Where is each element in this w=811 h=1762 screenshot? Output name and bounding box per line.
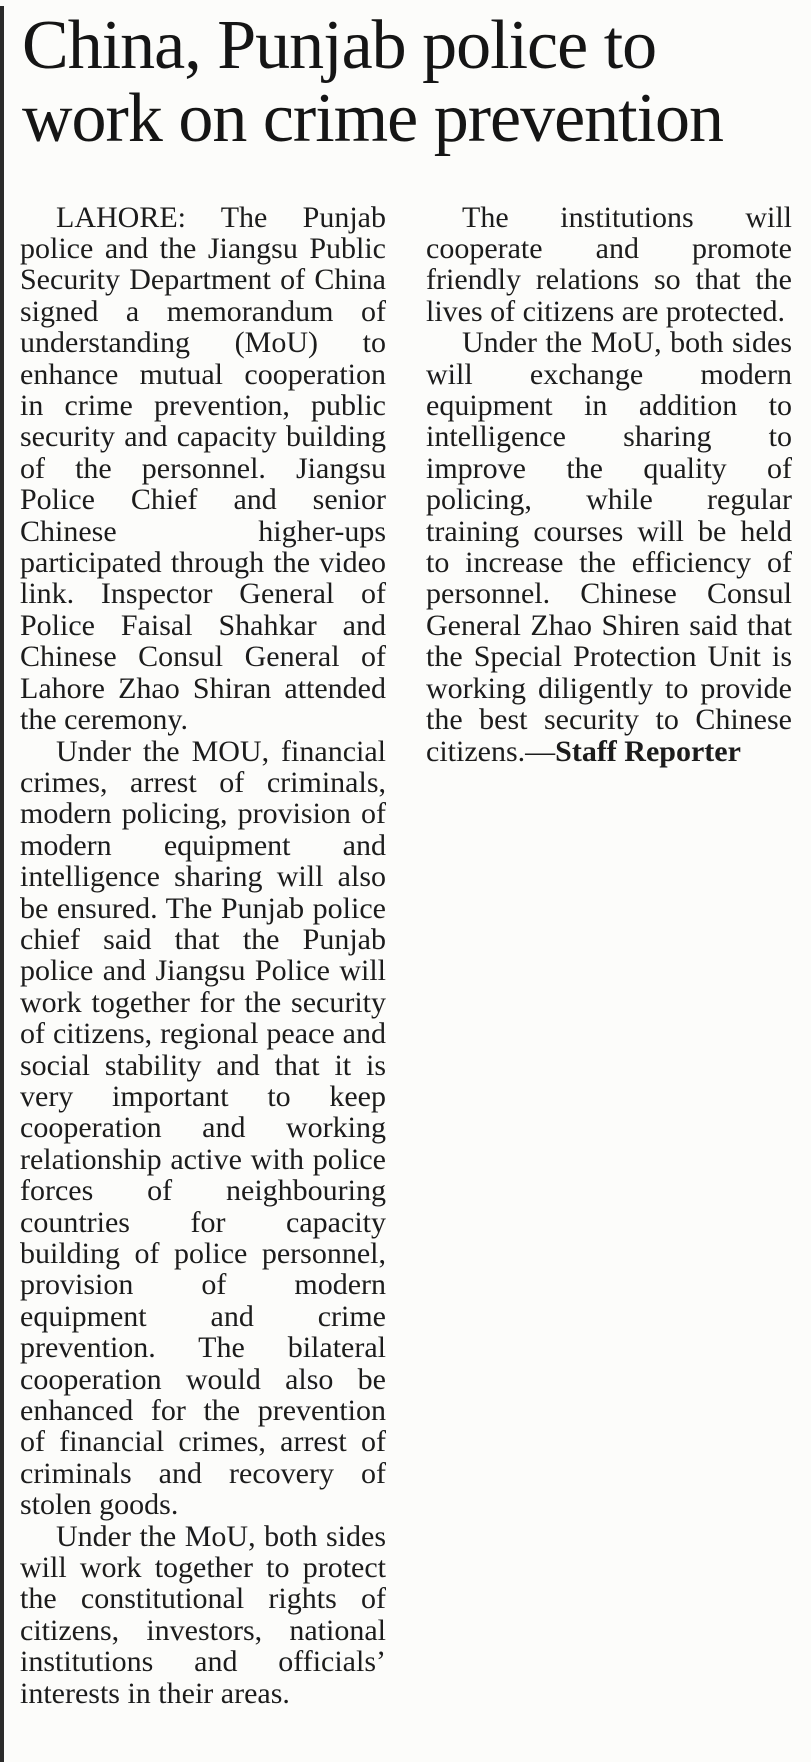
paragraph-mou-crimes: Under the MOU, financial crimes, arrest of criminals, modern policing, provision of modern equipment and intelligence sharing will also be ensured. The Punjab police chief said that the Punjab police and Jiangsu Police will work together for the security of citizens, regional peace and social stability and that it is very important to keep cooperation and working relationship active with police forces of neighbouring countries for capacity building of police personnel, provision of modern equipment and crime prevention. The bilateral cooperation would also be enhanced for the prevention of financial crimes, arrest of criminals and recovery of stolen goods. bbox=[20, 734, 386, 1522]
article-body bbox=[20, 202, 792, 1752]
paragraph-lead: LAHORE: The Punjab police and the Jiangsu Public Security Department of China signed a memorandum of understanding (MoU) to enhance mutual cooperation in crime prevention, public security and capacity building of the personnel. Jiangsu Police Chief and senior Chinese higher-ups participated through the video link. Inspector General of Police Faisal Shahkar and Chinese Consul General of Lahore Zhao Shiran attended the ceremony. bbox=[20, 200, 386, 737]
left-column-rule bbox=[0, 6, 4, 1762]
article bbox=[20, 7, 792, 1752]
paragraph-constitutional-rights: Under the MoU, both sides will work together to protect the constitutional rights of citizens, investors, national institutions and officials’ interests in their areas. bbox=[20, 1519, 386, 1710]
paragraph-equipment-exchange-text: Under the MoU, both sides will exchange modern equipment in addition to intelligence sharing to improve the quality of policing, while regular training courses will be held to increase the efficiency of personnel. Chinese Consul General Zhao Shiren said that the Special Protection Unit is working diligently to provide the best security to Chinese citizens.— bbox=[426, 326, 792, 768]
byline: Staff Reporter bbox=[555, 734, 741, 768]
headline: China, Punjab police to work on crime prevention bbox=[22, 7, 724, 157]
paragraph-institutions: The institutions will cooperate and promote friendly relations so that the lives of citizens are protected. bbox=[426, 200, 792, 328]
paragraph-equipment-exchange bbox=[426, 327, 792, 767]
